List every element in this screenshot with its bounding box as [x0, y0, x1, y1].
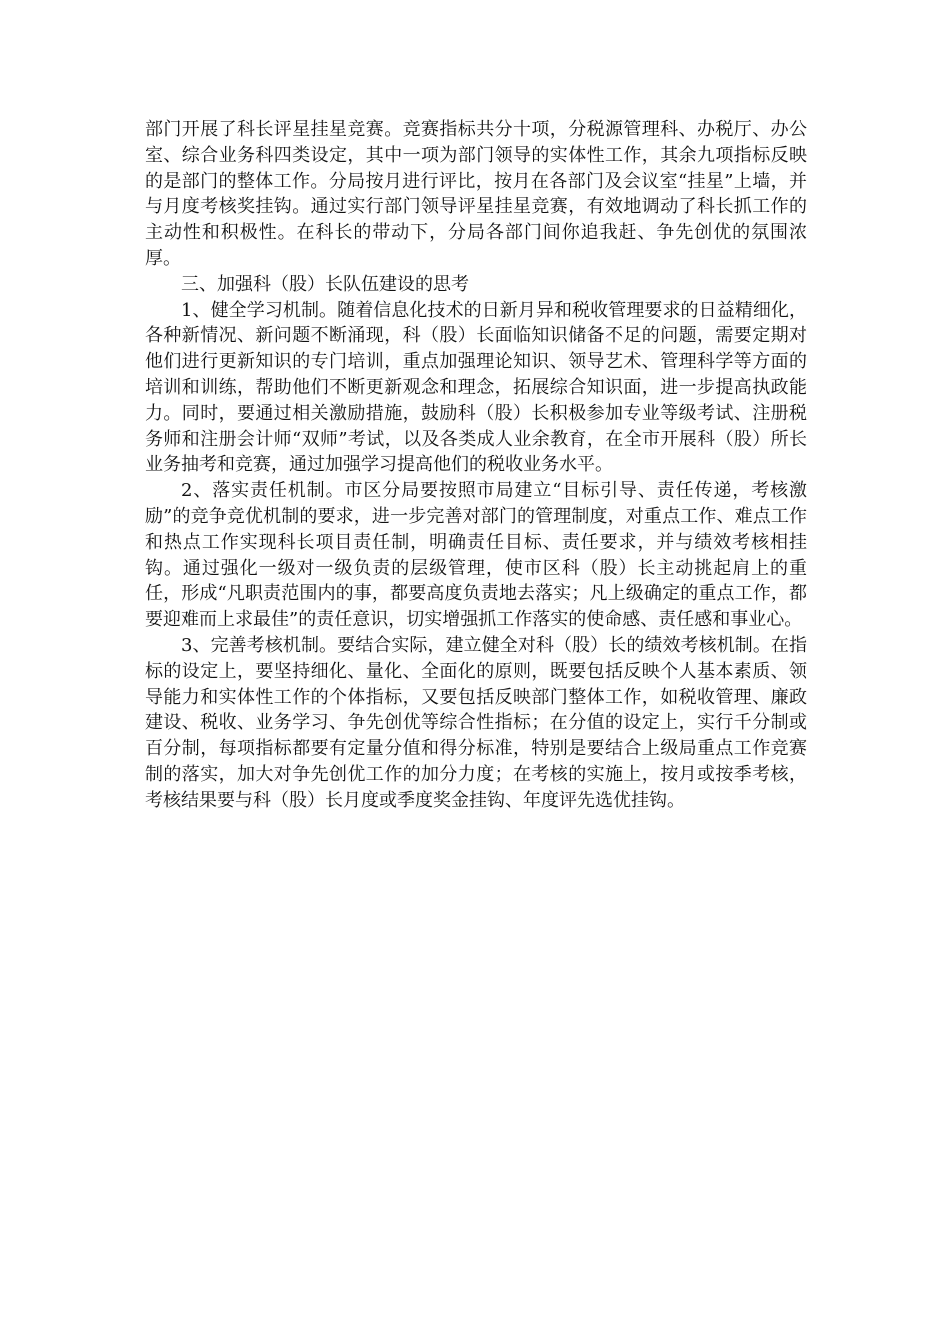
body-paragraph-assessment: 3、完善考核机制。要结合实际，建立健全对科（股）长的绩效考核机制。在指标的设定上，要坚持细化、量化、全面化的原则，既要包括反映个人基本素质、领导能力和实体性工作的个体指标，又要包括反映部门整体工作，如税收管理、廉政建设、税收、业务学习、争先创优等综合性指标；在分值的设定上，实行千分制或百分制，每项指标都要有定量分值和得分标准，特别是要结合上级局重点工作竞赛制的落实，加大对争先创优工作的加分力度；在考核的实施上，按月或按季考核，考核结果要与科（股）长月度或季度奖金挂钩、年度评先选优挂钩。 — [145, 634, 807, 811]
document-page — [145, 117, 807, 814]
body-paragraph-continuation: 部门开展了科长评星挂星竞赛。竞赛指标共分十项，分税源管理科、办税厅、办公室、综合业务科四类设定，其中一项为部门领导的实体性工作，其余九项指标反映的是部门的整体工作。分局按月进行评比，按月在各部门及会议室“挂星”上墙，并与月度考核奖挂钩。通过实行部门领导评星挂星竞赛，有效地调动了科长抓工作的主动性和积极性。在科长的带动下，分局各部门间你追我赶、争先创优的氛围浓厚。 — [145, 119, 807, 269]
body-paragraph-responsibility: 2、落实责任机制。市区分局要按照市局建立“目标引导、责任传递，考核激励”的竞争竞优机制的要求，进一步完善对部门的管理制度，对重点工作、难点工作和热点工作实现科长项目责任制，明确责任目标、责任要求，并与绩效考核相挂钩。通过强化一级对一级负责的层级管理，使市区科（股）长主动挑起肩上的重任，形成“凡职责范围内的事，都要高度负责地去落实；凡上级确定的重点工作，都要迎难而上求最佳”的责任意识，切实增强抓工作落实的使命感、责任感和事业心。 — [145, 480, 807, 631]
section-heading: 三、加强科（股）长队伍建设的思考 — [181, 273, 469, 295]
body-paragraph-learning: 1、健全学习机制。随着信息化技术的日新月异和税收管理要求的日益精细化，各种新情况、新问题不断涌现，科（股）长面临知识储备不足的问题，需要定期对他们进行更新知识的专门培训，重点加强理论知识、领导艺术、管理科学等方面的培训和训练，帮助他们不断更新观念和理念，拓展综合知识面，进一步提高执政能力。同时，要通过相关激励措施，鼓励科（股）长积极参加专业等级考试、注册税务师和注册会计师“双师”考试，以及各类成人业余教育，在全市开展科（股）所长业务抽考和竞赛，通过加强学习提高他们的税收业务水平。 — [145, 299, 807, 476]
